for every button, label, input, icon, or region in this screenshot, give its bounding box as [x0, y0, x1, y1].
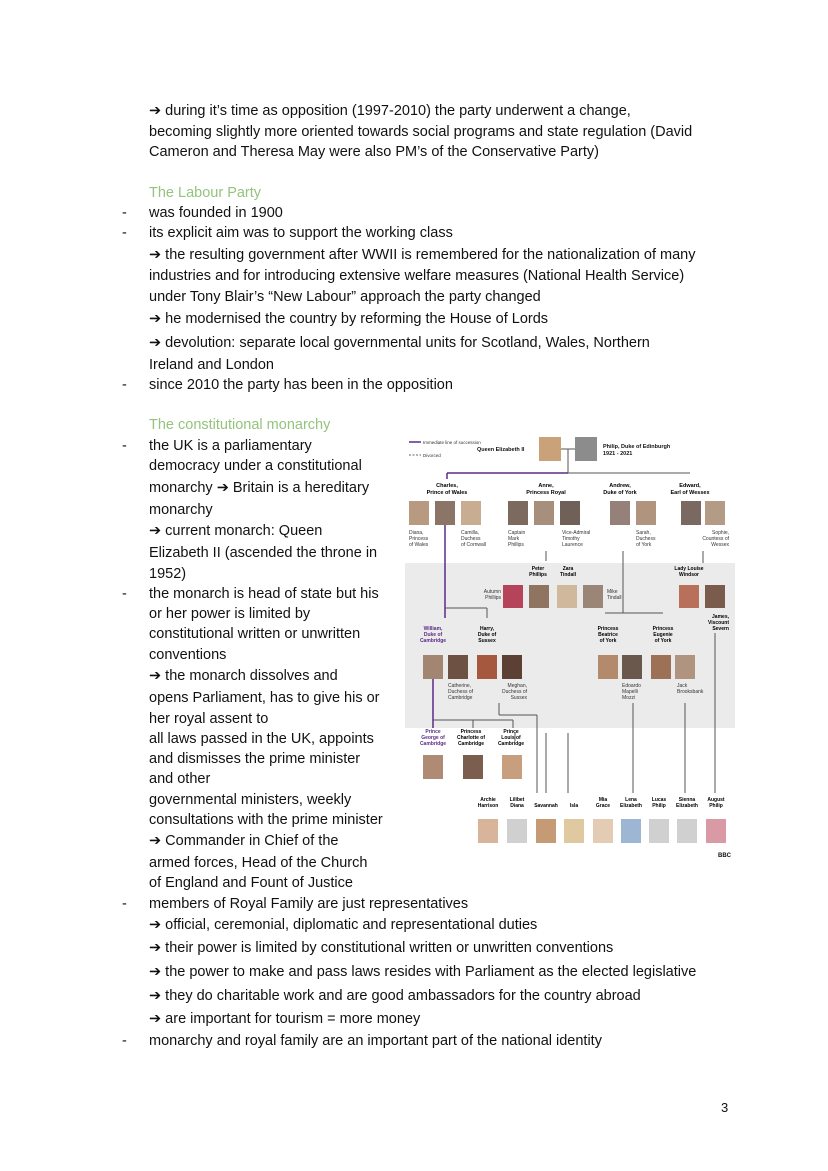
- george-photo: [423, 755, 443, 779]
- child-anne: Princess Royal: [526, 490, 566, 496]
- gc-beatrice: of York: [599, 638, 617, 644]
- labour-heading: The Labour Party: [149, 185, 262, 201]
- gs-edoardo: Mozzi: [622, 695, 636, 701]
- labour-line: its explicit aim was to support the working class: [149, 225, 453, 241]
- bbc-logo: BBC: [718, 853, 731, 858]
- beatrice-photo: [598, 655, 618, 679]
- gc-autumn: Phillips: [485, 595, 501, 601]
- gc-zara: Tindall: [559, 572, 577, 578]
- intro-line: Cameron and Theresa May were also PM’s of the Conservative Party): [149, 144, 599, 160]
- bottom-archie: Archie: [480, 797, 496, 803]
- gc-zara: Zara: [562, 566, 574, 572]
- queen-label: Queen Elizabeth II: [477, 447, 525, 453]
- autumn-photo: [503, 585, 523, 608]
- gc-james: Severn: [712, 626, 729, 632]
- william-photo: [423, 655, 443, 679]
- child-edward: Edward,: [679, 483, 701, 489]
- james-photo: [705, 585, 725, 608]
- gc-william: William,: [423, 626, 443, 632]
- legend-divorced: Divorced: [423, 453, 441, 458]
- bottom-lucas: Lucas: [651, 797, 667, 803]
- gc-eugenie: Princess: [652, 626, 674, 632]
- spouse-sophie: Wessex: [711, 542, 729, 548]
- bottom-lilibet: Diana: [510, 803, 524, 809]
- bottom-mia: Grace: [595, 803, 611, 809]
- spouse-timothy: Timothy: [562, 536, 580, 542]
- gc-peter: Phillips: [529, 572, 547, 578]
- monarchy-line: ➔ the power to make and pass laws resides with Parliament as the elected legislative: [149, 964, 697, 980]
- gc-harry: Duke of: [477, 632, 497, 638]
- child-charles: Prince of Wales: [426, 490, 468, 496]
- bottom-august: Philip: [709, 803, 723, 809]
- bottom-mia: Mia: [598, 797, 608, 803]
- gc-eugenie: Eugenie: [653, 632, 673, 638]
- edoardo-photo: [622, 655, 642, 679]
- monarchy-heading: The constitutional monarchy: [149, 417, 331, 433]
- meghan-photo: [502, 655, 522, 679]
- labour-line: under Tony Blair’s “New Labour” approach the party changed: [149, 289, 541, 305]
- bottom-photos: [478, 819, 726, 843]
- bullet-dash: -: [122, 377, 127, 393]
- gs-meghan: Sussex: [510, 695, 527, 701]
- ggc-george: Prince: [425, 729, 441, 735]
- gs-meghan: Duchess of: [501, 689, 527, 695]
- gs-jack: Jack: [677, 683, 688, 689]
- gs-edoardo: Mapelli: [622, 689, 638, 695]
- bullet-dash: -: [122, 896, 127, 912]
- monarchy-line: of England and Fount of Justice: [149, 875, 353, 891]
- gc-louise: Windsor: [679, 572, 699, 578]
- children-photos: [409, 501, 725, 525]
- gc-eugenie: of York: [654, 638, 672, 644]
- monarchy-line: democracy under a constitutional: [149, 458, 362, 474]
- gc-beatrice: Princess: [597, 626, 619, 632]
- bottom-sienna: Elizabeth: [676, 803, 698, 809]
- monarchy-line: consultations with the prime minister: [149, 812, 383, 828]
- monarchy-line: constitutional written or unwritten: [149, 626, 361, 642]
- peter-photo: [529, 585, 549, 608]
- gs-jack: Brooksbank: [677, 689, 704, 695]
- spouse-timothy: Laurence: [562, 542, 583, 548]
- bottom-august: August: [707, 797, 725, 803]
- charlotte-photo: [463, 755, 483, 779]
- queen-photo: [539, 437, 561, 461]
- labour-line: ➔ the resulting government after WWII is remembered for the nationalization of many: [149, 247, 696, 263]
- labour-line: ➔ devolution: separate local governmental units for Scotland, Wales, Northern: [149, 335, 650, 351]
- philip-label: Philip, Duke of Edinburgh: [603, 444, 671, 450]
- labour-line: industries and for introducing extensive welfare measures (National Health Service): [149, 268, 685, 284]
- spouse-camilla: of Cornwall: [461, 542, 487, 548]
- spouse-sarah: Sarah,: [636, 530, 651, 536]
- child-edward: Earl of Wessex: [670, 490, 710, 496]
- intro-line: becoming slightly more oriented towards social programs and state regulation (David: [149, 124, 693, 140]
- labour-line: ➔ he modernised the country by reforming the House of Lords: [149, 311, 549, 327]
- gc-harry: Sussex: [478, 638, 496, 644]
- monarchy-line: ➔ they do charitable work and are good ambassadors for the country abroad: [149, 988, 641, 1004]
- ggc-george: Cambridge: [419, 741, 447, 747]
- gs-catherine: Duchess of: [448, 689, 474, 695]
- ggc-charlotte: Princess: [460, 729, 482, 735]
- monarchy-line: monarchy ➔ Britain is a hereditary: [149, 480, 370, 496]
- zara-photo: [557, 585, 577, 608]
- monarchy-line: monarchy and royal family are an important part of the national identity: [149, 1033, 602, 1049]
- gs-meghan: Meghan,: [507, 683, 527, 689]
- gc-beatrice: Beatrice: [598, 632, 618, 638]
- monarchy-line: the monarch is head of state but his: [149, 586, 379, 602]
- spouse-diana: of Wales: [409, 542, 429, 548]
- monarchy-line: all laws passed in the UK, appoints: [149, 731, 374, 747]
- spouse-sarah: Duchess: [636, 536, 656, 542]
- bottom-archie: Harrison: [477, 803, 499, 809]
- spouse-timothy: Vice-Admiral: [562, 530, 591, 536]
- gc-james: James,: [712, 614, 729, 620]
- bottom-sienna: Sienna: [678, 797, 696, 803]
- louis-photo: [502, 755, 522, 779]
- monarchy-line: ➔ the monarch dissolves and: [149, 668, 338, 684]
- gc-peter: Peter: [531, 566, 545, 572]
- gc-mike: Mike: [607, 589, 618, 595]
- child-anne: Anne,: [538, 483, 554, 489]
- ggc-louis: Prince: [503, 729, 519, 735]
- bullet-dash: -: [122, 1033, 127, 1049]
- louise-photo: [679, 585, 699, 608]
- child-andrew: Duke of York: [603, 490, 637, 496]
- labour-line: since 2010 the party has been in the opposition: [149, 377, 453, 393]
- gs-edoardo: Edoardo: [622, 683, 641, 689]
- philip-photo: [575, 437, 597, 461]
- monarchy-line: and dismisses the prime minister: [149, 751, 361, 767]
- royal-family-tree: [405, 433, 735, 858]
- spouse-sophie: Sophie,: [712, 530, 729, 536]
- bottom-isla: Isla: [569, 803, 579, 809]
- spouse-mark: Phillips: [508, 542, 524, 548]
- monarchy-line: ➔ current monarch: Queen: [149, 523, 323, 539]
- bullet-dash: -: [122, 205, 127, 221]
- monarchy-line: armed forces, Head of the Church: [149, 855, 368, 871]
- spouse-mark: Mark: [508, 536, 520, 542]
- gc-louise: Lady Louise: [674, 566, 704, 572]
- gc-william: Duke of: [423, 632, 443, 638]
- spouse-camilla: Camilla,: [461, 530, 480, 536]
- spouse-camilla: Duchess: [461, 536, 481, 542]
- monarchy-line: 1952): [149, 566, 187, 582]
- monarchy-line: the UK is a parliamentary: [149, 438, 312, 454]
- legend-succession: Immediate line of succession: [423, 440, 481, 445]
- child-andrew: Andrew,: [609, 483, 631, 489]
- spouse-diana: Princess: [409, 536, 429, 542]
- spouse-mark: Captain: [508, 530, 526, 536]
- monarchy-line: ➔ are important for tourism = more money: [149, 1011, 421, 1027]
- monarchy-line: conventions: [149, 647, 227, 663]
- bottom-lilibet: Lilibet: [509, 797, 525, 803]
- ggc-charlotte: Cambridge: [457, 741, 485, 747]
- monarchy-line: opens Parliament, has to give his or: [149, 690, 380, 706]
- bottom-lucas: Philip: [652, 803, 666, 809]
- mike-photo: [583, 585, 603, 608]
- monarchy-line: her royal assent to: [149, 711, 269, 727]
- monarchy-line: and other: [149, 771, 211, 787]
- bottom-savannah: Savannah: [534, 803, 558, 809]
- gc-james: Viscount: [707, 620, 729, 626]
- bullet-dash: -: [122, 225, 127, 241]
- harry-photo: [477, 655, 497, 679]
- monarchy-line: or her power is limited by: [149, 606, 311, 622]
- monarchy-line: governmental ministers, weekly: [149, 792, 352, 808]
- jack-photo: [675, 655, 695, 679]
- page-number: 3: [721, 1100, 729, 1115]
- labour-line: Ireland and London: [149, 357, 274, 373]
- gs-catherine: Catherine,: [448, 683, 472, 689]
- bullet-dash: -: [122, 438, 127, 454]
- spouse-sarah: of York: [636, 542, 652, 548]
- ggc-louis: Louis of: [501, 735, 521, 741]
- gc-mike: Tindall: [607, 595, 622, 601]
- monarchy-line: members of Royal Family are just representatives: [149, 896, 469, 912]
- monarchy-line: ➔ their power is limited by constitutional written or unwritten conventions: [149, 940, 614, 956]
- gc-william: Cambridge: [419, 638, 447, 644]
- spouse-sophie: Countess of: [702, 536, 729, 542]
- child-charles: Charles,: [436, 483, 458, 489]
- bullet-dash: -: [122, 586, 127, 602]
- labour-line: was founded in 1900: [149, 205, 283, 221]
- spouse-diana: Diana,: [409, 530, 424, 536]
- gc-harry: Harry,: [479, 626, 495, 632]
- ggc-george: George of: [421, 735, 445, 741]
- gc-autumn: Autumn: [483, 589, 501, 595]
- monarchy-line: ➔ Commander in Chief of the: [149, 833, 339, 849]
- eugenie-photo: [651, 655, 671, 679]
- ggc-charlotte: Charlotte of: [456, 735, 486, 741]
- catherine-photo: [448, 655, 468, 679]
- gs-catherine: Cambridge: [448, 695, 473, 701]
- monarchy-line: ➔ official, ceremonial, diplomatic and representational duties: [149, 917, 538, 933]
- bottom-lena: Elizabeth: [620, 803, 642, 809]
- ggc-louis: Cambridge: [497, 741, 525, 747]
- philip-years: 1921 - 2021: [603, 451, 633, 457]
- monarchy-line: Elizabeth II (ascended the throne in: [149, 545, 378, 561]
- bottom-lena: Lena: [625, 797, 637, 803]
- intro-line: ➔ during it’s time as opposition (1997-2010) the party underwent a change,: [149, 103, 631, 119]
- monarchy-line: monarchy: [149, 502, 213, 518]
